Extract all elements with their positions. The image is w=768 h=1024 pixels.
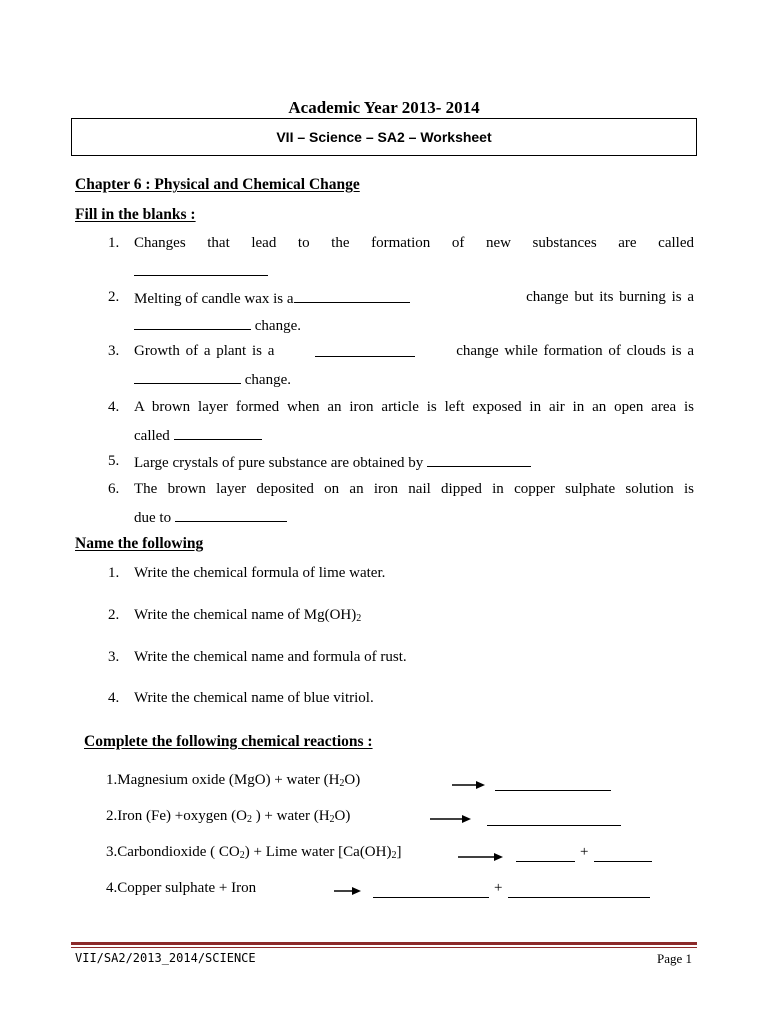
answer-blank xyxy=(594,846,652,862)
name-item xyxy=(108,607,694,627)
name-following-heading: Name the following xyxy=(75,535,204,552)
item-text: Large crystals of pure substance are obtained by xyxy=(134,455,424,471)
fill-blank-item xyxy=(108,235,694,279)
answer-blank xyxy=(487,810,621,826)
item-text: change but its burning is a xyxy=(526,289,694,305)
answer-blank xyxy=(174,426,262,440)
answer-blank xyxy=(373,882,489,898)
name-item xyxy=(108,565,694,585)
answer-blank xyxy=(516,846,575,862)
item-text: Write the chemical name of Mg(OH) xyxy=(134,607,357,623)
item-number: 1. xyxy=(108,565,120,581)
footer-rule xyxy=(71,942,697,945)
answer-blank xyxy=(294,289,410,303)
reaction-text: ] xyxy=(396,844,402,860)
item-text: due to xyxy=(134,510,172,526)
item-number: 4. xyxy=(108,690,120,706)
item-text: Growth of a plant is a xyxy=(134,343,275,359)
arrow-icon xyxy=(430,813,472,825)
item-number: 3. xyxy=(106,844,118,860)
fill-blank-item xyxy=(108,481,694,525)
answer-blank xyxy=(315,343,415,357)
subscript: 2 xyxy=(239,850,245,861)
fill-blank-item xyxy=(108,289,694,333)
item-text: Write the chemical name and formula of rust. xyxy=(134,649,407,665)
worksheet-title-box: VII – Science – SA2 – Worksheet xyxy=(71,118,697,156)
name-item xyxy=(108,649,694,669)
footer-code: VII/SA2/2013_2014/SCIENCE xyxy=(75,951,256,965)
item-number: 4. xyxy=(106,880,118,896)
item-text: change. xyxy=(254,318,301,334)
subscript: 2 xyxy=(356,613,362,624)
item-text: The brown layer deposited on an iron nail dipped in copper sulphate solution is xyxy=(134,481,694,497)
reaction-4 xyxy=(106,880,256,897)
item-number: 6. xyxy=(108,481,120,497)
reaction-text: Magnesium oxide (MgO) + water (H xyxy=(117,772,340,788)
item-text: Write the chemical name of blue vitriol. xyxy=(134,690,374,706)
fill-blank-item xyxy=(108,343,694,387)
plus-sign: + xyxy=(494,880,503,896)
fill-blanks-heading: Fill in the blanks : xyxy=(75,206,196,223)
page-number: Page 1 xyxy=(656,951,692,966)
arrow-icon xyxy=(334,885,362,897)
subscript: 2 xyxy=(329,814,335,825)
reaction-text: O) xyxy=(334,808,351,824)
item-text: called xyxy=(134,428,170,444)
chapter-heading: Chapter 6 : Physical and Chemical Change xyxy=(75,176,360,193)
reaction-text: Copper sulphate + Iron xyxy=(117,880,257,896)
fill-blank-item xyxy=(108,453,694,473)
reaction-text: ) + Lime water [Ca(OH) xyxy=(244,844,392,860)
plus-sign: + xyxy=(580,844,589,860)
arrow-icon xyxy=(452,779,486,791)
reactions-heading: Complete the following chemical reactions : xyxy=(84,733,373,750)
fill-blank-item xyxy=(108,399,694,443)
answer-blank xyxy=(427,453,531,467)
reaction-text: O) xyxy=(344,772,361,788)
footer-rule xyxy=(71,947,697,948)
arrow-icon xyxy=(458,851,504,863)
item-text: Changes that lead to the formation of new substances are called xyxy=(134,235,694,251)
item-text: A brown layer formed when an iron article is left exposed in air in an open area is xyxy=(134,399,694,415)
subscript: 2 xyxy=(246,814,252,825)
item-text: change. xyxy=(244,372,291,388)
answer-blank xyxy=(508,882,650,898)
reaction-text: Carbondioxide ( CO xyxy=(117,844,240,860)
item-number: 2. xyxy=(108,289,120,305)
item-number: 3. xyxy=(108,649,120,665)
academic-year-title: Academic Year 2013- 2014 xyxy=(288,98,480,117)
reaction-3 xyxy=(106,844,401,861)
item-number: 1. xyxy=(106,772,118,788)
subscript: 2 xyxy=(339,778,345,789)
reaction-text: Iron (Fe) +oxygen (O xyxy=(117,808,247,824)
reaction-2 xyxy=(106,808,350,825)
answer-blank xyxy=(134,316,251,330)
subscript: 2 xyxy=(391,850,397,861)
answer-blank xyxy=(175,508,287,522)
item-text: Write the chemical formula of lime water. xyxy=(134,565,386,581)
item-text: change while formation of clouds is a xyxy=(456,343,694,359)
answer-blank xyxy=(134,370,241,384)
item-number: 4. xyxy=(108,399,120,415)
item-number: 2. xyxy=(108,607,120,623)
name-item xyxy=(108,690,694,710)
reaction-1 xyxy=(106,772,360,789)
item-text: Melting of candle wax is a xyxy=(134,291,294,307)
answer-blank xyxy=(495,775,611,791)
item-number: 1. xyxy=(108,235,120,251)
answer-blank xyxy=(134,262,268,276)
item-number: 5. xyxy=(108,453,120,469)
item-number: 2. xyxy=(106,808,118,824)
item-number: 3. xyxy=(108,343,120,359)
reaction-text: ) + water (H xyxy=(251,808,330,824)
